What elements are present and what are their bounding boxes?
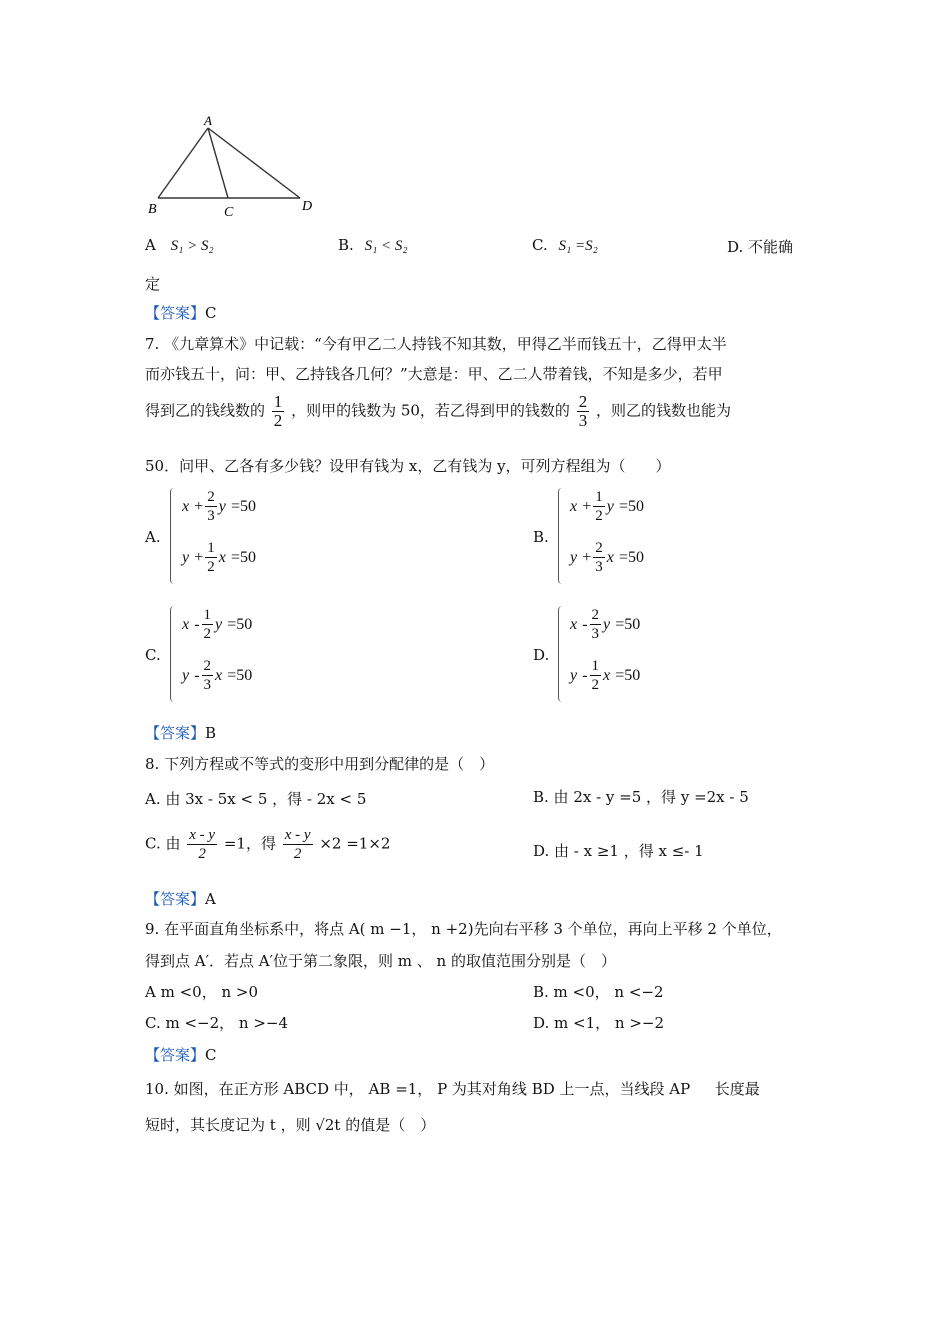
point-label-d: D — [302, 199, 313, 214]
equation-row: y - $\frac{1}{2}$ x =50 — [570, 658, 641, 693]
q9-option-a: A m <0， n >0 — [145, 983, 259, 1001]
q10-line1: 10. 如图，在正方形 ABCD 中， AB =1， P 为其对角线 BD 上一点，当线段 AP 长度最 — [145, 1080, 760, 1098]
q7-option-label: C. — [145, 646, 161, 664]
q7-line2: 而亦钱五十，问：甲、乙持钱各几何？”大意是：甲、乙二人带着钱，不知是多少，若甲 — [145, 365, 723, 383]
q9-line2: 得到点 A′．若点 A′位于第二象限，则 m 、 n 的取值范围分别是（ ） — [145, 952, 616, 970]
q8-c-fraction: $\frac{x - y}{2}$ — [189, 827, 216, 862]
q8-stem: 8. 下列方程或不等式的变形中用到分配律的是（ ） — [145, 755, 495, 773]
coefficient-fraction: $\frac{2}{3}$ — [207, 489, 215, 524]
equation-row: x - $\frac{1}{2}$ y =50 — [182, 607, 253, 642]
q9-line1: 9. 在平面直角坐标系中，将点 A( m −1， n +2)先向右平移 3 个单位，再向上平移 2 个单位， — [145, 920, 782, 938]
q7-line3: 得到乙的钱线数的 $\frac{1}{2}$ ，则甲的钱数为 50，若乙得到甲的钱数的 $\frac{2}{3}$ ，则乙的钱数也能为 — [145, 392, 732, 430]
equation-row: x - $\frac{2}{3}$ y =50 — [570, 607, 641, 642]
q9-answer: 【答案】C — [145, 1046, 217, 1064]
q8-option-b: B. 由 2x - y =5 ，得 y =2x - 5 — [533, 788, 749, 806]
equation-row: x + $\frac{2}{3}$ y =50 — [182, 489, 256, 524]
q7-line1: 7. 《九章算术》中记载：“今有甲乙二人持钱不知其数，甲得乙半而钱五十，乙得甲太半 — [145, 335, 727, 353]
coefficient-fraction: $\frac{1}{2}$ — [591, 658, 600, 693]
brace-icon — [558, 488, 567, 584]
equation-row: y + $\frac{1}{2}$ x =50 — [182, 540, 256, 575]
equation-row: x + $\frac{1}{2}$ y =50 — [570, 489, 644, 524]
coefficient-fraction: $\frac{1}{2}$ — [207, 540, 215, 575]
coefficient-fraction: $\frac{1}{2}$ — [595, 489, 603, 524]
q9-option-b: B. m <0， n <−2 — [533, 983, 664, 1001]
equation-row: y - $\frac{2}{3}$ x =50 — [182, 658, 253, 693]
q6-option-d: D. 不能确 — [727, 238, 794, 256]
q7-option-label: A. — [145, 528, 161, 546]
brace-icon — [558, 606, 567, 702]
q10-line2: 短时，其长度记为 t ，则 √2t 的值是（ ） — [145, 1116, 436, 1134]
equation-row: y + $\frac{2}{3}$ x =50 — [570, 540, 644, 575]
fraction-one-half: $\frac{1}{2}$ — [273, 392, 283, 430]
coefficient-fraction: $\frac{1}{2}$ — [203, 607, 212, 642]
q6-option-d-cont: 定 — [145, 275, 161, 293]
point-label-c: C — [224, 205, 234, 220]
q8-option-a: A. 由 3x - 5x < 5 ，得 - 2x < 5 — [145, 790, 367, 808]
q7-option-label: D. — [533, 646, 550, 664]
fraction-two-thirds: $\frac{2}{3}$ — [578, 392, 588, 430]
coefficient-fraction: $\frac{2}{3}$ — [595, 540, 603, 575]
q8-answer: 【答案】A — [145, 890, 216, 908]
segment-ab — [158, 128, 208, 198]
q6-option-b: B. S₁ < S₂ — [338, 236, 408, 254]
q6-answer: 【答案】C — [145, 304, 217, 322]
q6-option-a: A S₁ > S₂ — [145, 236, 214, 254]
q8-option-c: C. 由 $\frac{x - y}{2}$ =1，得 $\frac{x - y}{2}$ ×2 =1×2 — [145, 827, 391, 862]
q6-option-c: C. S₁ =S₂ — [532, 236, 598, 254]
triangle-figure — [140, 112, 330, 222]
brace-icon — [170, 488, 179, 584]
segment-ac — [208, 128, 228, 198]
point-label-a: A — [204, 113, 212, 128]
point-label-b: B — [148, 202, 157, 217]
q9-option-d: D. m <1， n >−2 — [533, 1014, 665, 1032]
q7-line4: 50．问甲、乙各有多少钱？设甲有钱为 x，乙有钱为 y，可列方程组为（ ） — [145, 457, 671, 475]
q8-option-d: D. 由 - x ≥1 ，得 x ≤- 1 — [533, 842, 704, 860]
coefficient-fraction: $\frac{2}{3}$ — [591, 607, 600, 642]
q7-option-label: B. — [533, 528, 549, 546]
brace-icon — [170, 606, 179, 702]
q9-option-c: C. m <−2， n >−4 — [145, 1014, 289, 1032]
coefficient-fraction: $\frac{2}{3}$ — [203, 658, 212, 693]
q7-answer: 【答案】B — [145, 724, 217, 742]
q8-c-fraction-2: $\frac{x - y}{2}$ — [284, 827, 311, 862]
segment-ad — [208, 128, 300, 198]
